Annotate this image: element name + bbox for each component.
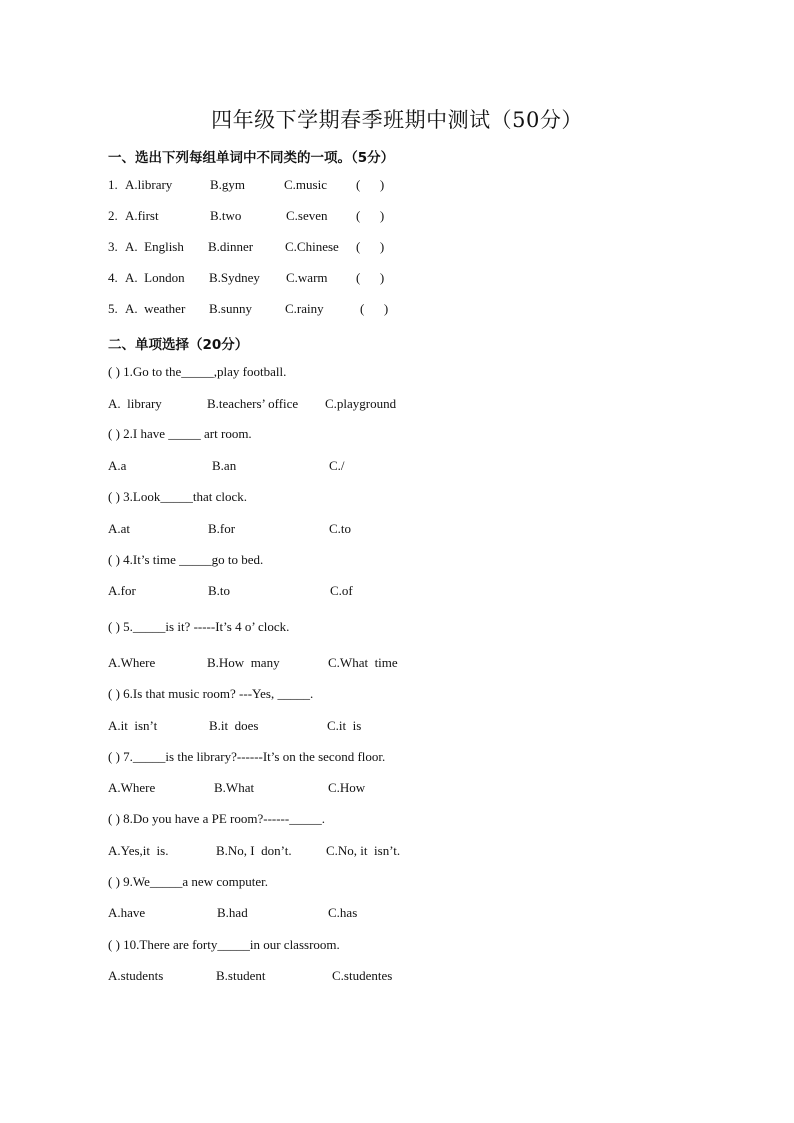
option-c: C./: [329, 458, 345, 473]
item-number: 4.: [108, 270, 118, 285]
option-c: C.playground: [325, 396, 397, 411]
answer-paren: ( ): [360, 301, 389, 316]
question-4: ( ) 4.It’s time _____go to bed.: [108, 552, 264, 567]
option-a: A. weather: [125, 301, 186, 316]
option-a: A.library: [125, 177, 173, 192]
question-2: ( ) 2.I have _____ art room.: [108, 426, 252, 441]
option-c: C.music: [284, 177, 327, 192]
option-b: B.an: [212, 458, 237, 473]
option-c: C.studentes: [332, 968, 393, 983]
option-a: A.Where: [108, 780, 156, 795]
section-2-heading: 二、单项选择（20分）: [108, 337, 249, 353]
option-b: B.for: [208, 521, 236, 536]
item-number: 1.: [108, 177, 118, 192]
option-b: B.to: [208, 583, 231, 598]
option-c: C.seven: [286, 208, 328, 223]
question-3: ( ) 3.Look_____that clock.: [108, 489, 247, 504]
option-a: A. English: [125, 239, 184, 254]
answer-paren: ( ): [356, 177, 385, 192]
question-10: ( ) 10.There are forty_____in our classroom.: [108, 937, 340, 952]
question-6: ( ) 6.Is that music room? ---Yes, _____.: [108, 686, 314, 701]
item-number: 5.: [108, 301, 118, 316]
option-c: C.to: [329, 521, 352, 536]
option-b: B.sunny: [209, 301, 252, 316]
question-9: ( ) 9.We_____a new computer.: [108, 874, 268, 889]
option-a: A.at: [108, 521, 131, 536]
option-a: A.have: [108, 905, 146, 920]
section-1-heading: 一、选出下列每组单词中不同类的一项。（5分）: [108, 150, 395, 166]
item-number: 2.: [108, 208, 118, 223]
option-b: B.teachers’ office: [207, 396, 299, 411]
option-a: A.Where: [108, 655, 156, 670]
option-b: B.What: [214, 780, 255, 795]
option-c: C.What time: [328, 655, 398, 670]
option-b: B.student: [216, 968, 266, 983]
option-a: A.for: [108, 583, 136, 598]
answer-paren: ( ): [356, 239, 385, 254]
option-b: B.had: [217, 905, 248, 920]
option-a: A.a: [108, 458, 127, 473]
answer-paren: ( ): [356, 208, 385, 223]
option-a: A. library: [108, 396, 162, 411]
answer-paren: ( ): [356, 270, 385, 285]
option-c: C.of: [330, 583, 353, 598]
option-a: A.Yes,it is.: [108, 843, 169, 858]
option-b: B.two: [210, 208, 242, 223]
option-b: B.Sydney: [209, 270, 260, 285]
question-5: ( ) 5._____is it? -----It’s 4 o’ clock.: [108, 619, 290, 634]
option-c: C.warm: [286, 270, 328, 285]
option-c: C.How: [328, 780, 366, 795]
item-number: 3.: [108, 239, 118, 254]
option-a: A.students: [108, 968, 164, 983]
question-8: ( ) 8.Do you have a PE room?------_____.: [108, 811, 325, 826]
option-b: B.gym: [210, 177, 246, 192]
option-c: C.No, it isn’t.: [326, 843, 401, 858]
option-a: A.first: [125, 208, 159, 223]
option-c: C.Chinese: [285, 239, 339, 254]
option-b: B.How many: [207, 655, 280, 670]
option-c: C.rainy: [285, 301, 324, 316]
option-a: A.it isn’t: [108, 718, 158, 733]
page-title: 四年级下学期春季班期中测试（50分）: [211, 108, 583, 132]
option-c: C.it is: [327, 718, 362, 733]
option-b: B.it does: [209, 718, 259, 733]
option-a: A. London: [125, 270, 185, 285]
option-c: C.has: [328, 905, 358, 920]
question-7: ( ) 7._____is the library?------It’s on the second floor.: [108, 749, 386, 764]
option-b: B.No, I don’t.: [216, 843, 292, 858]
question-1: ( ) 1.Go to the_____,play football.: [108, 364, 287, 379]
option-b: B.dinner: [208, 239, 254, 254]
